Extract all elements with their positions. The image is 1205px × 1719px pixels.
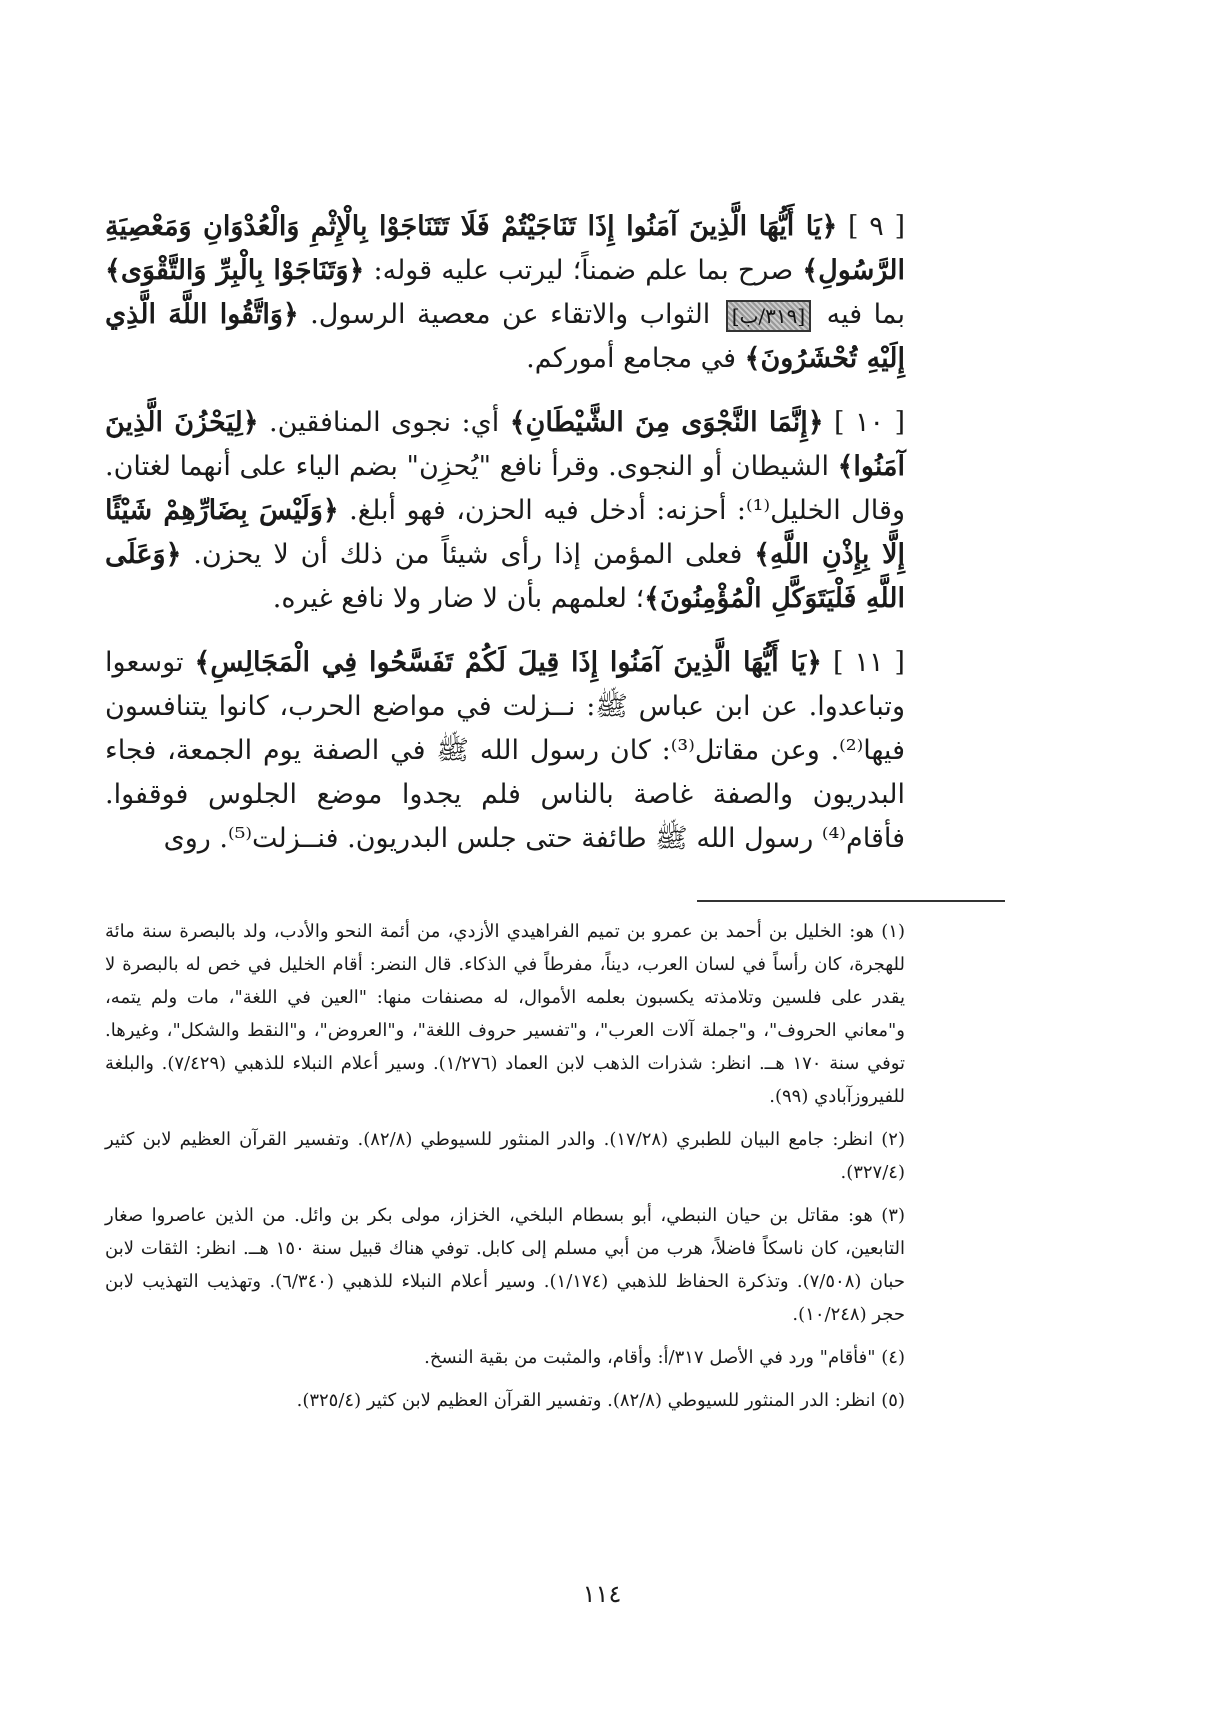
footnote-3: (٣) هو: مقاتل بن حيان النبطي، أبو بسطام البلخي، الخزاز، مولى بكر بن وائل. من الذين عاصروا صغار التابعين، كان ناسكاً فاضلاً، هرب من أبي مسلم إلى كابل. توفي هناك قبيل سنة ١٥٠ هــ. انظر: الثقات لابن حبان (٧/٥٠٨). وتذكرة الحفاظ للذهبي (١/١٧٤). وسير أعلام النبلاء للذهبي (٦/٣٤٠). وتهذيب التهذيب لابن حجر (١٠/٢٤٨). <box>105 1205 905 1325</box>
commentary-text: الشيطان أو النجوى. وقرأ نافع "يُحزِن" بضم الياء على أنهما لغتان. وقال الخليل⁽¹⁾: أحزنه: أدخل فيه الحزن، فهو أبلغ. <box>105 451 905 526</box>
footnote-2: (٢) انظر: جامع البيان للطبري (١٧/٢٨). والدر المنثور للسيوطي (٨٢/٨). وتفسير القرآن العظيم لابن كثير (٣٢٧/٤). <box>105 1129 905 1183</box>
quran-quote: ﴿وَتَنَاجَوْا بِالْبِرِّ وَالتَّقْوَى﴾ <box>105 255 365 286</box>
quran-quote: ﴿وَاتَّقُوا اللَّهَ الَّذِي إِلَيْهِ تُحْشَرُونَ﴾ <box>105 299 905 374</box>
verse-number: [ ١١ ] <box>832 647 905 678</box>
quran-quote: ﴿يَا أَيُّهَا الَّذِينَ آمَنُوا إِذَا قِيلَ لَكُمْ تَفَسَّحُوا فِي الْمَجَالِسِ﴾ <box>194 647 822 678</box>
quran-quote: ﴿لِيَحْزُنَ الَّذِينَ آمَنُوا﴾ <box>105 407 905 482</box>
verse-number: [ ٩ ] <box>848 211 905 242</box>
commentary-text: ؛ لعلمهم بأن لا ضار ولا نافع غيره. <box>272 583 645 614</box>
paragraph-10 <box>105 401 905 621</box>
verse-number: [ ١٠ ] <box>834 407 906 438</box>
commentary-text: توسعوا وتباعدوا. عن ابن عباس ﷺ: نــزلت في مواضع الحرب، كانوا يتنافسون فيها⁽²⁾. وعن مقاتل⁽³⁾: كان رسول الله ﷺ في الصفة يوم الجمعة، فجاء البدريون والصفة غاصة بالناس فلم يجدوا موضع الجلوس فوقفوا. فأقام⁽⁴⁾ رسول الله ﷺ طائفة حتى جلس البدريون. فنــزلت⁽⁵⁾. روى <box>105 647 905 854</box>
commentary-text: الثواب والاتقاء عن معصية الرسول. <box>310 299 711 330</box>
paragraph-9 <box>105 205 905 381</box>
commentary-text: فعلى المؤمن إذا رأى شيئاً من ذلك أن لا يحزن. <box>193 539 743 570</box>
main-text <box>105 205 905 881</box>
quran-quote: ﴿وَعَلَى اللَّهِ فَلْيَتَوَكَّلِ الْمُؤْمِنُونَ﴾ <box>105 539 905 614</box>
footnote-separator <box>697 900 1005 902</box>
manuscript-folio-marker: [٣١٩/ب] <box>726 300 811 332</box>
quran-quote: ﴿إِنَّمَا النَّجْوَى مِنَ الشَّيْطَانِ﴾ <box>509 407 824 438</box>
commentary-text: أي: نجوى المنافقين. <box>269 407 500 438</box>
footnote-5: (٥) انظر: الدر المنثور للسيوطي (٨٢/٨). وتفسير القرآن العظيم لابن كثير (٣٢٥/٤). <box>296 1390 905 1411</box>
footnotes <box>105 915 905 1427</box>
commentary-text: بما فيه <box>826 299 905 330</box>
footnote-4: (٤) "فأقام" ورد في الأصل ٣١٧/أ: وأقام، والمثبت من بقية النسخ. <box>424 1347 905 1368</box>
footnote-1: (١) هو: الخليل بن أحمد بن عمرو بن تميم الفراهيدي الأزدي، من أئمة النحو والأدب، ولد بالبصرة سنة مائة للهجرة، كان رأساً في لسان العرب، ديناً، مفرطاً في الذكاء. قال النضر: أقام الخليل في خص له بالبصرة لا يقدر على فلسين وتلامذته يكسبون بعلمه الأموال، له مصنفات منها: "العين في اللغة"، مات ولم يتمه، و"معاني الحروف"، و"جملة آلات العرب"، و"تفسير حروف اللغة"، و"العروض"، و"النقط والشكل"، وغيرها. توفي سنة ١٧٠ هــ. انظر: شذرات الذهب لابن العماد (١/٢٧٦). وسير أعلام النبلاء للذهبي (٧/٤٢٩). والبلغة للفيروزآبادي (٩٩). <box>105 921 906 1107</box>
quran-quote: ﴿يَا أَيُّهَا الَّذِينَ آمَنُوا إِذَا تَنَاجَيْتُمْ فَلَا تَتَنَاجَوْا بِالْإِثْمِ وَالْعُدْوَانِ وَمَعْصِيَةِ الرَّسُولِ﴾ <box>105 211 905 286</box>
commentary-text: صرح بما علم ضمناً؛ ليرتب عليه قوله: <box>373 255 794 286</box>
quran-quote: ﴿وَلَيْسَ بِضَارِّهِمْ شَيْئًا إِلَّا بِإِذْنِ اللَّهِ﴾ <box>105 495 905 570</box>
page-number: ١١٤ <box>582 1580 622 1608</box>
paragraph-11 <box>105 641 905 861</box>
commentary-text: في مجامع أموركم. <box>526 343 737 374</box>
